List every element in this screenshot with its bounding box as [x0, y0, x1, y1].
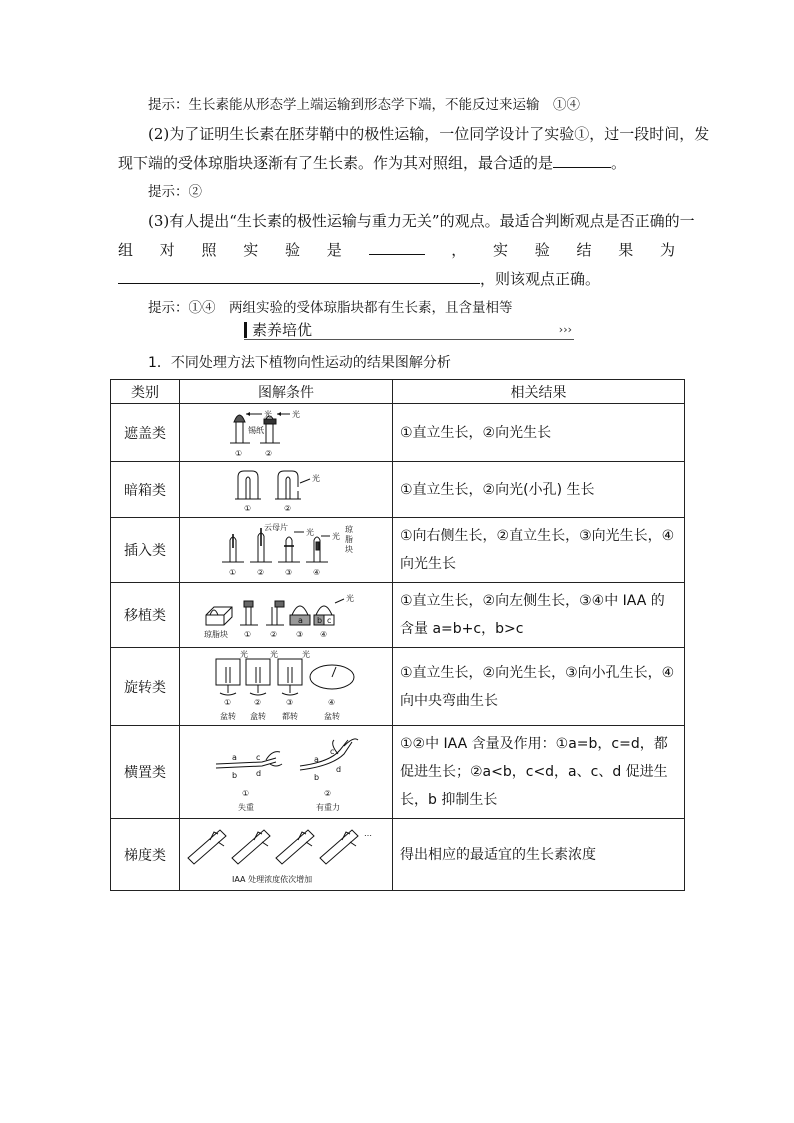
label-agar-1: 琼: [345, 525, 353, 534]
label-light: 光: [346, 594, 354, 603]
label-n3: ③: [286, 697, 294, 707]
label-agar-3: 块: [345, 545, 353, 554]
label-light: 光: [306, 528, 314, 537]
label-gravity: 有重力: [316, 803, 340, 812]
header-category: 类别: [111, 380, 180, 404]
answer-blank: [369, 240, 425, 255]
label-weightless: 失重: [238, 803, 254, 812]
table-row: [111, 726, 685, 819]
row-category: 插入类: [111, 518, 180, 583]
row-category: 横置类: [111, 726, 180, 819]
results-table: [110, 379, 685, 891]
figure-gradient: [180, 819, 393, 891]
question-2-line-1: (2)为了证明生长素在胚芽鞘中的极性运输，一位同学设计了实验①，过一段时间，发: [148, 125, 710, 143]
rotate-diagram: [180, 649, 392, 725]
answer-blank-long: [118, 269, 480, 284]
row-category: 遮盖类: [111, 404, 180, 462]
question-3-char: 验: [285, 241, 301, 259]
question-3-char: 果: [618, 241, 634, 259]
label-light: 光: [264, 409, 272, 419]
question-3-end: ，则该观点正确。: [480, 270, 601, 288]
section-bar: [244, 322, 247, 338]
label-n1: ①: [244, 503, 252, 513]
label-c: c: [330, 747, 335, 756]
label-box: 盒转: [250, 711, 266, 721]
label-b: b: [314, 773, 320, 782]
question-3-char: 是: [326, 241, 342, 259]
label-n2: ②: [270, 630, 278, 639]
transplant-diagram: [180, 587, 392, 643]
row-result: 得出相应的最适宜的生长素浓度: [393, 819, 685, 891]
question-3-line-3: [118, 269, 600, 289]
question-3-char: ，: [451, 241, 467, 259]
table-row: [111, 404, 685, 462]
label-gradient: IAA 处理浓度依次增加: [232, 874, 313, 884]
row-category: 旋转类: [111, 648, 180, 726]
figure-horizontal: [180, 726, 393, 819]
hint-1: 提示：生长素能从形态学上端运输到形态学下端，不能反过来运输 ①④: [148, 97, 580, 113]
dark-box-diagram: [180, 463, 392, 517]
label-c: c: [256, 753, 261, 762]
table-row: [111, 648, 685, 726]
row-result: ①向右侧生长，②直立生长，③向光生长，④向光生长: [393, 518, 685, 583]
label-n1: ①: [242, 789, 250, 798]
label-a: a: [232, 753, 237, 762]
figure-insert: [180, 518, 393, 583]
table-row: [111, 462, 685, 518]
row-category: 移植类: [111, 583, 180, 648]
gradient-diagram: [180, 820, 392, 890]
section-title: 素养培优: [252, 321, 313, 339]
label-n3: ③: [285, 568, 293, 577]
label-light: 光: [292, 409, 300, 419]
subtitle: 1．不同处理方法下植物向性运动的结果图解分析: [148, 355, 451, 371]
label-agar-2: 脂: [345, 535, 353, 544]
label-n2: ②: [254, 697, 262, 707]
question-3-char: 组: [118, 241, 134, 259]
row-result: ①直立生长，②向光生长: [393, 404, 685, 462]
label-mica: 云母片: [264, 523, 288, 532]
label-n4: ④: [328, 697, 336, 707]
figure-transplant: [180, 583, 393, 648]
label-d: d: [256, 769, 262, 778]
question-2-line-2: [118, 153, 626, 173]
figure-dark-box: [180, 462, 393, 518]
label-n1: ①: [235, 448, 243, 458]
label-agar: 琼脂块: [204, 630, 228, 639]
label-n2: ②: [265, 448, 273, 458]
row-result: ①直立生长，②向左侧生长，③④中 IAA 的含量 a=b+c，b>c: [393, 583, 685, 648]
figure-rotate: [180, 648, 393, 726]
label-light: 光: [270, 649, 278, 659]
insert-diagram: [180, 520, 392, 580]
hint-2: 提示：②: [148, 184, 202, 200]
row-category: 梯度类: [111, 819, 180, 891]
question-3-line-1: (3)有人提出“生长素的极性运输与重力无关”的观点。最适合判断观点是否正确的一: [148, 212, 695, 230]
horizontal-diagram: [180, 728, 392, 816]
label-n2: ②: [324, 789, 332, 798]
question-2-end: 。: [611, 154, 627, 172]
label-b: b: [317, 616, 323, 625]
hint-3: 提示：①④ 两组实验的受体琼脂块都有生长素，且含量相等: [148, 300, 513, 316]
table-row: [111, 583, 685, 648]
question-3-char: 为: [659, 241, 675, 259]
section-rule: [244, 339, 574, 340]
label-light: 光: [240, 649, 248, 659]
label-n1: ①: [229, 568, 237, 577]
label-c: c: [327, 616, 332, 625]
header-figure: 图解条件: [180, 380, 393, 404]
label-a: a: [314, 755, 319, 764]
question-3-line-2: [118, 240, 675, 260]
table-row: [111, 819, 685, 891]
question-3-char: 验: [534, 241, 550, 259]
label-n4: ④: [313, 568, 321, 577]
label-tinfoil: 锡纸: [248, 425, 264, 435]
chevron-right-icon: ›››: [558, 323, 572, 336]
label-ellipsis: …: [364, 828, 372, 838]
answer-blank: [553, 153, 611, 168]
table-header-row: [111, 380, 685, 404]
label-pan: 盆转: [220, 711, 236, 721]
question-2-text: 现下端的受体琼脂块逐渐有了生长素。作为其对照组，最合适的是: [118, 154, 554, 172]
question-3-char: 实: [492, 241, 508, 259]
label-a: a: [298, 616, 303, 625]
figure-cover: [180, 404, 393, 462]
question-3-char: 实: [243, 241, 259, 259]
label-n3: ③: [296, 630, 304, 639]
table-row: [111, 518, 685, 583]
question-3-char: 结: [576, 241, 592, 259]
row-result: ①直立生长，②向光生长，③向小孔生长，④向中央弯曲生长: [393, 648, 685, 726]
label-n1: ①: [244, 630, 252, 639]
header-result: 相关结果: [393, 380, 685, 404]
label-light: 光: [332, 532, 340, 541]
question-3-char: 对: [159, 241, 175, 259]
row-result: ①②中 IAA 含量及作用：①a=b，c=d，都促进生长；②a<b，c<d，a、c、d 促进生长，b 抑制生长: [393, 726, 685, 819]
label-n1: ①: [224, 697, 232, 707]
row-result: ①直立生长，②向光(小孔) 生长: [393, 462, 685, 518]
row-category: 暗箱类: [111, 462, 180, 518]
label-n2: ②: [257, 568, 265, 577]
label-light: 光: [302, 649, 310, 659]
label-light: 光: [312, 473, 320, 483]
label-b: b: [232, 771, 238, 780]
section-header: [244, 320, 574, 340]
label-pan: 盆转: [324, 711, 340, 721]
label-n4: ④: [320, 630, 328, 639]
question-3-char: 照: [201, 241, 217, 259]
label-n2: ②: [284, 503, 292, 513]
cover-diagram: [180, 405, 392, 461]
label-d: d: [336, 765, 342, 774]
label-all: 都转: [282, 711, 298, 721]
